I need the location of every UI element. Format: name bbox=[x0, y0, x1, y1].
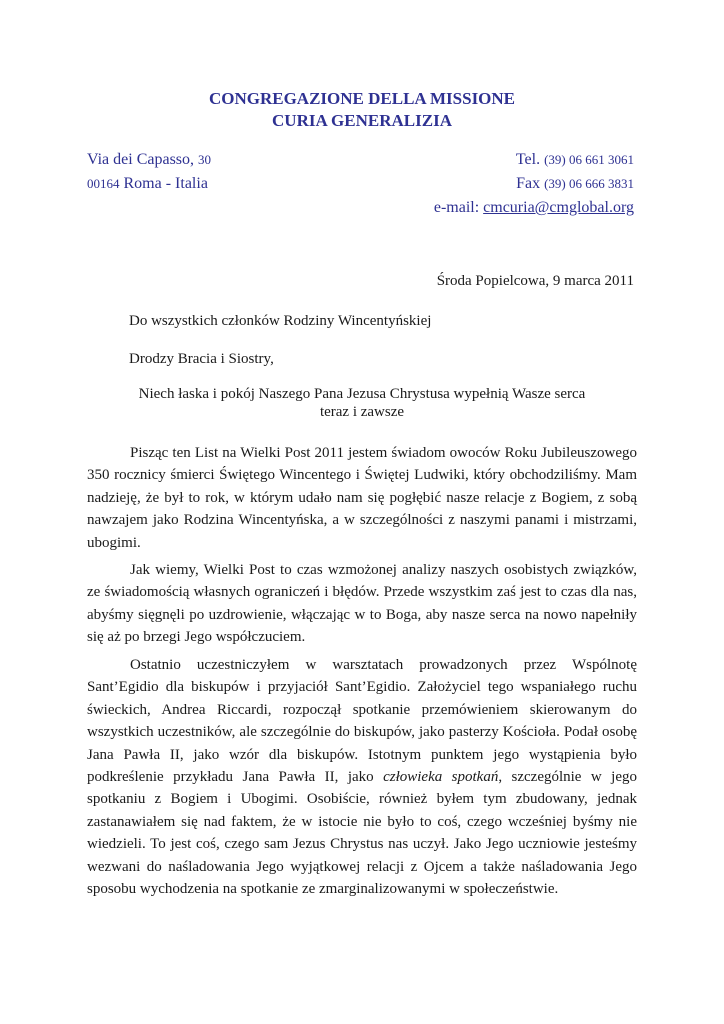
fax-label: Fax bbox=[516, 175, 545, 192]
city: Roma - Italia bbox=[119, 175, 208, 192]
postal-code: 00164 bbox=[87, 176, 120, 191]
paragraph-1: Pisząc ten List na Wielki Post 2011 jestem świadom owoców Roku Jubileuszowego 350 rocznicy śmierci Świętego Wincentego i Świętej Ludwiki, który obchodziliśmy. Mam nadzieję, że był to rok, w którym udało nam się pogłębić nasze relacje z Bogiem, z sobą nawzajem jako Rodzina Wincentyńska, a w szczególności z naszymi panami i mistrzami, ubogimi. bbox=[87, 445, 637, 551]
street-line bbox=[87, 148, 211, 172]
greeting-line-2: teraz i zawsze bbox=[319, 404, 405, 420]
paragraph-2: Jak wiemy, Wielki Post to czas wzmożonej analizy naszych osobistych związków, ze świadomością własnych ograniczeń i błędów. Przede wszystkim zaś jest to czas dla nas, abyśmy sięgnęli po uzdrowienie, włączając w to Boga, aby nasze serca na nowo napełniły się aż po brzegi Jego współczuciem. bbox=[87, 562, 637, 646]
address-block bbox=[87, 148, 211, 196]
greeting-line-1: Niech łaska i pokój Naszego Pana Jezusa Chrystusa wypełnią Wasze serca bbox=[138, 386, 586, 402]
letterhead-curia: CURIA GENERALIZIA bbox=[272, 111, 452, 130]
paragraph-3 bbox=[87, 654, 637, 900]
greeting bbox=[87, 385, 637, 421]
paragraph-3-italic: człowieka spotkań bbox=[383, 769, 499, 786]
tel-number: (39) 06 661 3061 bbox=[544, 152, 634, 167]
email-link[interactable]: cmcuria@cmglobal.org bbox=[483, 199, 634, 216]
addressee: Do wszystkich członków Rodziny Wincentyńskiej bbox=[129, 313, 432, 329]
salutation: Drodzy Bracia i Siostry, bbox=[129, 351, 274, 367]
letterhead-congregation: CONGREGAZIONE DELLA MISSIONE bbox=[208, 89, 516, 108]
fax-number: (39) 06 666 3831 bbox=[544, 176, 634, 191]
city-line bbox=[87, 172, 211, 196]
letterhead bbox=[0, 88, 724, 132]
paragraph-3-part-1: Ostatnio uczestniczyłem w warsztatach prowadzonych przez Wspólnotę Sant’Egidio dla biskupów i przyjaciół Sant’Egidio. Założyciel tego wspaniałego ruchu świeckich, Andrea Riccardi, rozpoczął spotkanie przemówieniem skierowanym do wszystkich uczestników, ale szczególnie do biskupów, jako pasterzy Kościoła. Podał osobę Jana Pawła II, jako wzór dla biskupów. Istotnym punktem jego wystąpienia było podkreślenie przykładu Jana Pawła II, jako bbox=[87, 657, 637, 786]
email-line bbox=[434, 196, 634, 220]
tel-label: Tel. bbox=[515, 151, 545, 168]
fax-line bbox=[434, 172, 634, 196]
letter-date: Środa Popielcowa, 9 marca 2011 bbox=[436, 273, 634, 289]
street-number: 30 bbox=[198, 152, 212, 167]
contact-block bbox=[434, 148, 634, 220]
tel-line bbox=[434, 148, 634, 172]
paragraph-3-part-2: , szczególnie w jego spotkaniu z Bogiem i Ubogimi. Osobiście, również byłem tym zbudowany, jednak zastanawiałem się nad faktem, że w istocie nie było to coś, czego wcześniej byśmy nie wiedzieli. To jest coś, czego sam Jezus Chrystus nas uczył. Jako Jego uczniowie jesteśmy wezwani do naśladowania Jego wyjątkowej relacji z Ojcem a także naśladowania Jego sposobu wychodzenia na spotkanie ze zmarginalizowanymi w społeczeństwie. bbox=[87, 769, 637, 898]
email-label: e-mail: bbox=[433, 199, 484, 216]
street: Via dei Capasso, bbox=[87, 151, 199, 168]
